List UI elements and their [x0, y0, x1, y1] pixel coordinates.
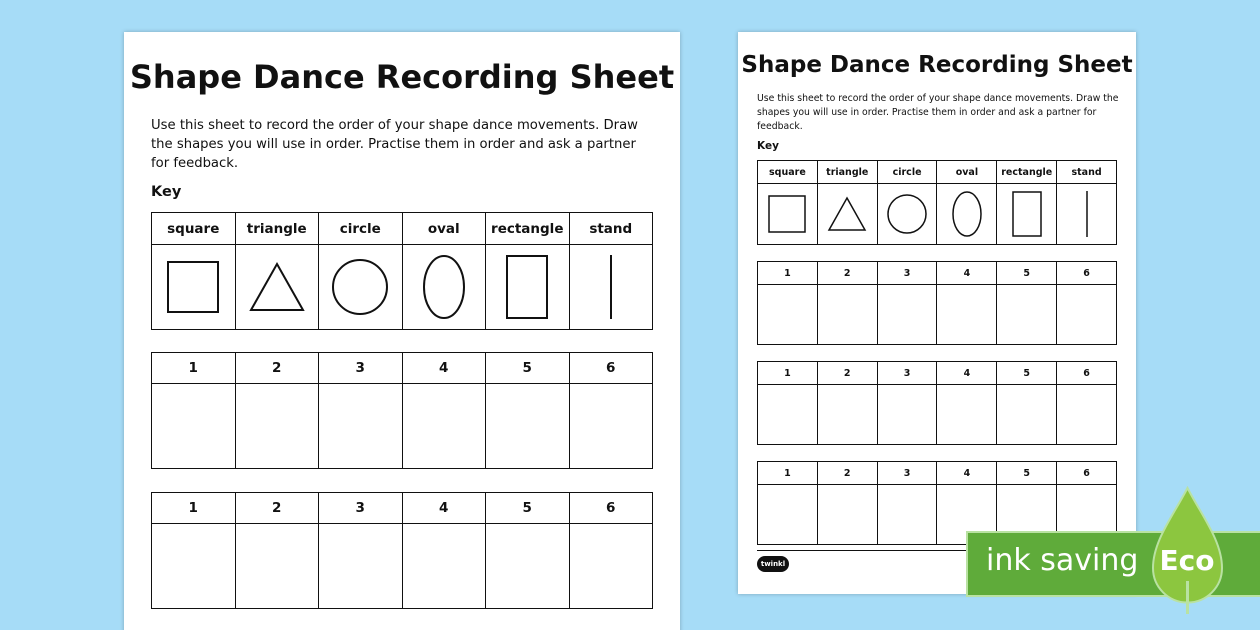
drawing-box — [319, 524, 403, 609]
stand-line-icon — [1083, 189, 1091, 239]
drawing-box — [569, 524, 653, 609]
key-header-rectangle: rectangle — [486, 213, 570, 245]
step-number: 2 — [817, 462, 877, 485]
key-heading: Key — [151, 184, 182, 200]
drawing-box — [235, 524, 319, 609]
drawing-box — [319, 384, 403, 469]
step-number: 5 — [997, 462, 1057, 485]
step-number: 3 — [877, 362, 937, 385]
key-cell-rectangle — [997, 184, 1057, 245]
drawing-box — [402, 384, 486, 469]
key-header-square: square — [152, 213, 236, 245]
step-number: 6 — [569, 493, 653, 524]
recording-table-1 — [757, 261, 1117, 345]
step-number: 1 — [152, 493, 236, 524]
step-number: 1 — [758, 462, 818, 485]
eco-label: Eco — [1159, 544, 1215, 577]
drawing-box — [758, 385, 818, 445]
key-header-triangle: triangle — [817, 161, 877, 184]
step-number: 2 — [817, 262, 877, 285]
step-number: 1 — [758, 362, 818, 385]
key-header-stand: stand — [569, 213, 653, 245]
drawing-box — [817, 385, 877, 445]
drawing-box — [937, 285, 997, 345]
drawing-box — [486, 524, 570, 609]
triangle-shape-icon — [827, 196, 867, 232]
step-number: 5 — [486, 353, 570, 384]
step-number: 6 — [1057, 362, 1117, 385]
ink-saving-label: ink saving — [986, 543, 1139, 578]
key-cell-circle — [877, 184, 937, 245]
step-number: 4 — [937, 462, 997, 485]
drawing-box — [997, 285, 1057, 345]
worksheet-title: Shape Dance Recording Sheet — [129, 58, 675, 96]
oval-shape-icon — [951, 190, 983, 238]
step-number: 3 — [877, 262, 937, 285]
key-header-oval: oval — [937, 161, 997, 184]
key-header-stand: stand — [1057, 161, 1117, 184]
key-cell-oval — [402, 245, 486, 330]
key-header-oval: oval — [402, 213, 486, 245]
key-cell-triangle — [235, 245, 319, 330]
drawing-box — [1057, 285, 1117, 345]
recording-table-2 — [757, 361, 1117, 445]
step-number: 4 — [937, 262, 997, 285]
drawing-box — [235, 384, 319, 469]
step-number: 1 — [758, 262, 818, 285]
key-header-circle: circle — [319, 213, 403, 245]
square-shape-icon — [165, 259, 221, 315]
recording-table-2 — [151, 492, 653, 609]
key-cell-rectangle — [486, 245, 570, 330]
key-cell-circle — [319, 245, 403, 330]
worksheet-preview-large — [124, 32, 680, 630]
step-number: 3 — [319, 493, 403, 524]
rectangle-shape-icon — [504, 253, 550, 321]
drawing-box — [402, 524, 486, 609]
key-cell-triangle — [817, 184, 877, 245]
key-heading: Key — [757, 140, 779, 152]
drawing-box — [817, 485, 877, 545]
step-number: 4 — [402, 353, 486, 384]
drawing-box — [569, 384, 653, 469]
drawing-box — [997, 385, 1057, 445]
worksheet-instructions: Use this sheet to record the order of your shape dance movements. Draw the shapes you will use in order. Practise them in order and ask a partner for feedback. — [151, 118, 638, 172]
step-number: 5 — [997, 262, 1057, 285]
step-number: 1 — [152, 353, 236, 384]
oval-shape-icon — [421, 253, 467, 321]
drawing-box — [1057, 385, 1117, 445]
drawing-box — [877, 385, 937, 445]
step-number: 2 — [235, 353, 319, 384]
step-number: 5 — [997, 362, 1057, 385]
twinkl-logo: twinkl — [757, 556, 789, 572]
key-cell-oval — [937, 184, 997, 245]
step-number: 6 — [1057, 262, 1117, 285]
key-header-triangle: triangle — [235, 213, 319, 245]
stand-line-icon — [606, 252, 616, 322]
key-cell-square — [152, 245, 236, 330]
drawing-box — [877, 285, 937, 345]
key-cell-square — [758, 184, 818, 245]
worksheet-title: Shape Dance Recording Sheet — [741, 52, 1133, 78]
key-header-rectangle: rectangle — [997, 161, 1057, 184]
drawing-box — [877, 485, 937, 545]
square-shape-icon — [767, 194, 807, 234]
key-header-square: square — [758, 161, 818, 184]
key-header-circle: circle — [877, 161, 937, 184]
drawing-box — [486, 384, 570, 469]
key-cell-stand — [1057, 184, 1117, 245]
drawing-box — [758, 485, 818, 545]
step-number: 4 — [402, 493, 486, 524]
step-number: 5 — [486, 493, 570, 524]
step-number: 2 — [817, 362, 877, 385]
drawing-box — [817, 285, 877, 345]
step-number: 2 — [235, 493, 319, 524]
step-number: 6 — [569, 353, 653, 384]
circle-shape-icon — [330, 257, 390, 317]
shape-key-table — [151, 212, 653, 330]
drawing-box — [758, 285, 818, 345]
step-number: 6 — [1057, 462, 1117, 485]
rectangle-shape-icon — [1011, 190, 1043, 238]
triangle-shape-icon — [248, 261, 306, 313]
step-number: 4 — [937, 362, 997, 385]
circle-shape-icon — [886, 193, 928, 235]
drawing-box — [152, 384, 236, 469]
step-number: 3 — [877, 462, 937, 485]
shape-key-table — [757, 160, 1117, 245]
drawing-box — [152, 524, 236, 609]
drawing-box — [937, 385, 997, 445]
step-number: 3 — [319, 353, 403, 384]
worksheet-instructions: Use this sheet to record the order of your shape dance movements. Draw the shapes you will use in order. Practise them in order and ask a partner for feedback. — [757, 93, 1119, 132]
recording-table-1 — [151, 352, 653, 469]
key-cell-stand — [569, 245, 653, 330]
worksheet-preview-small — [738, 32, 1139, 594]
